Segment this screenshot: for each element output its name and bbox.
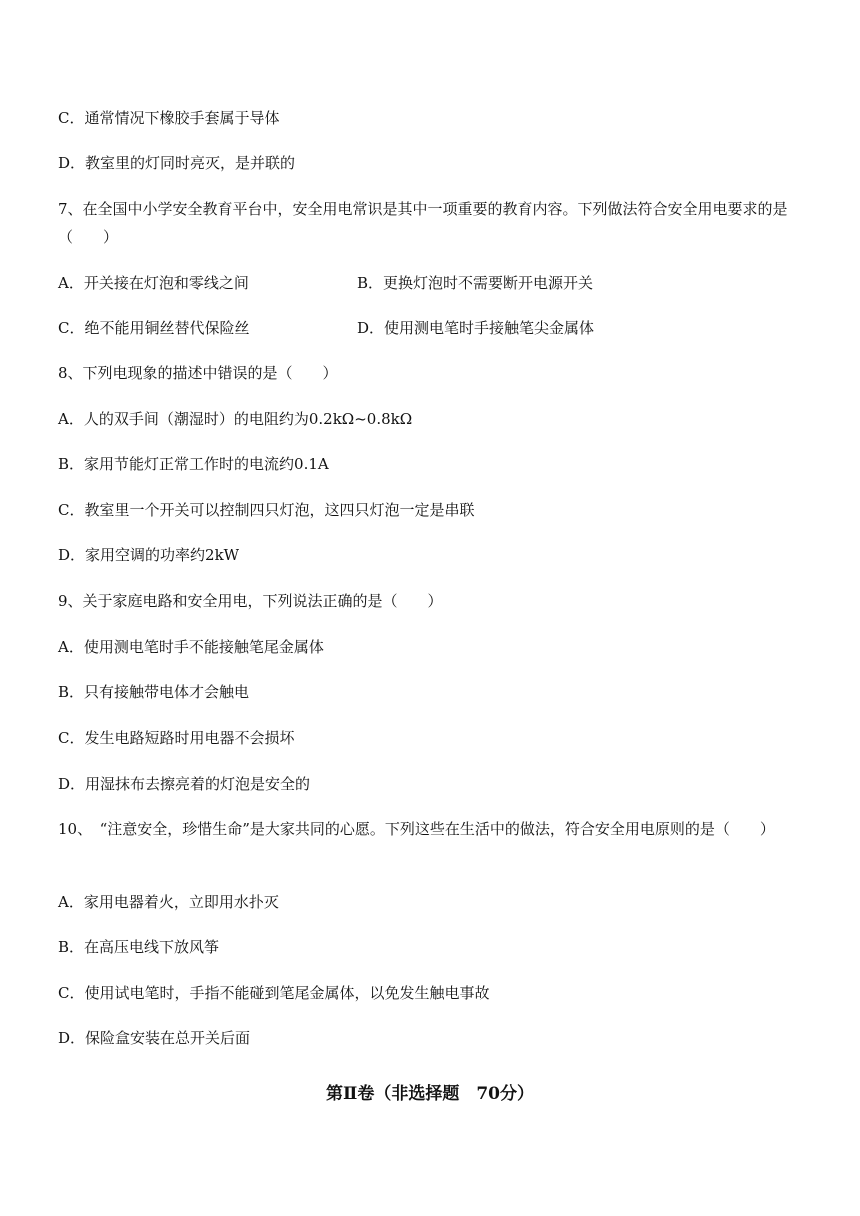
q7-option-b: B．更换灯泡时不需要断开电源开关 bbox=[357, 274, 594, 292]
q10-option-d: D．保险盒安装在总开关后面 bbox=[58, 1029, 251, 1047]
q10-option-c: C．使用试电笔时，手指不能碰到笔尾金属体，以免发生触电事故 bbox=[58, 984, 490, 1002]
q9-stem: 9、关于家庭电路和安全用电，下列说法正确的是（ ） bbox=[58, 592, 443, 610]
q10-stem: 10、 “注意安全，珍惜生命”是大家共同的心愿。下列这些在生活中的做法，符合安全用电原则的是（ ） bbox=[58, 820, 775, 838]
q9-option-a: A．使用测电笔时手不能接触笔尾金属体 bbox=[58, 638, 324, 656]
q6-option-c: C．通常情况下橡胶手套属于导体 bbox=[58, 109, 280, 127]
q9-option-d: D．用湿抹布去擦亮着的灯泡是安全的 bbox=[58, 775, 311, 793]
q8-option-d: D．家用空调的功率约2kW bbox=[58, 546, 240, 564]
q10-option-b: B．在高压电线下放风筝 bbox=[58, 938, 220, 956]
q7-stem: 7、在全国中小学安全教育平台中，安全用电常识是其中一项重要的教育内容。下列做法符合安全用电要求的是（ ） bbox=[58, 200, 788, 246]
q7-option-a: A．开关接在灯泡和零线之间 bbox=[58, 274, 249, 292]
q8-option-a: A．人的双手间（潮湿时）的电阻约为0.2kΩ~0.8kΩ bbox=[58, 410, 413, 428]
q8-option-c: C．教室里一个开关可以控制四只灯泡，这四只灯泡一定是串联 bbox=[58, 501, 475, 519]
q8-option-b: B．家用节能灯正常工作时的电流约0.1A bbox=[58, 455, 329, 473]
q8-stem: 8、下列电现象的描述中错误的是（ ） bbox=[58, 364, 338, 382]
q7-option-d: D．使用测电笔时手接触笔尖金属体 bbox=[357, 319, 595, 337]
q6-option-d: D．教室里的灯同时亮灭，是并联的 bbox=[58, 154, 296, 172]
q9-option-c: C．发生电路短路时用电器不会损坏 bbox=[58, 729, 295, 747]
q7-option-c: C．绝不能用铜丝替代保险丝 bbox=[58, 319, 250, 337]
section-title: 第Ⅱ卷（非选择题 70分） bbox=[326, 1084, 534, 1104]
q9-option-b: B．只有接触带电体才会触电 bbox=[58, 683, 250, 701]
q10-option-a: A．家用电器着火，立即用水扑灭 bbox=[58, 893, 279, 911]
